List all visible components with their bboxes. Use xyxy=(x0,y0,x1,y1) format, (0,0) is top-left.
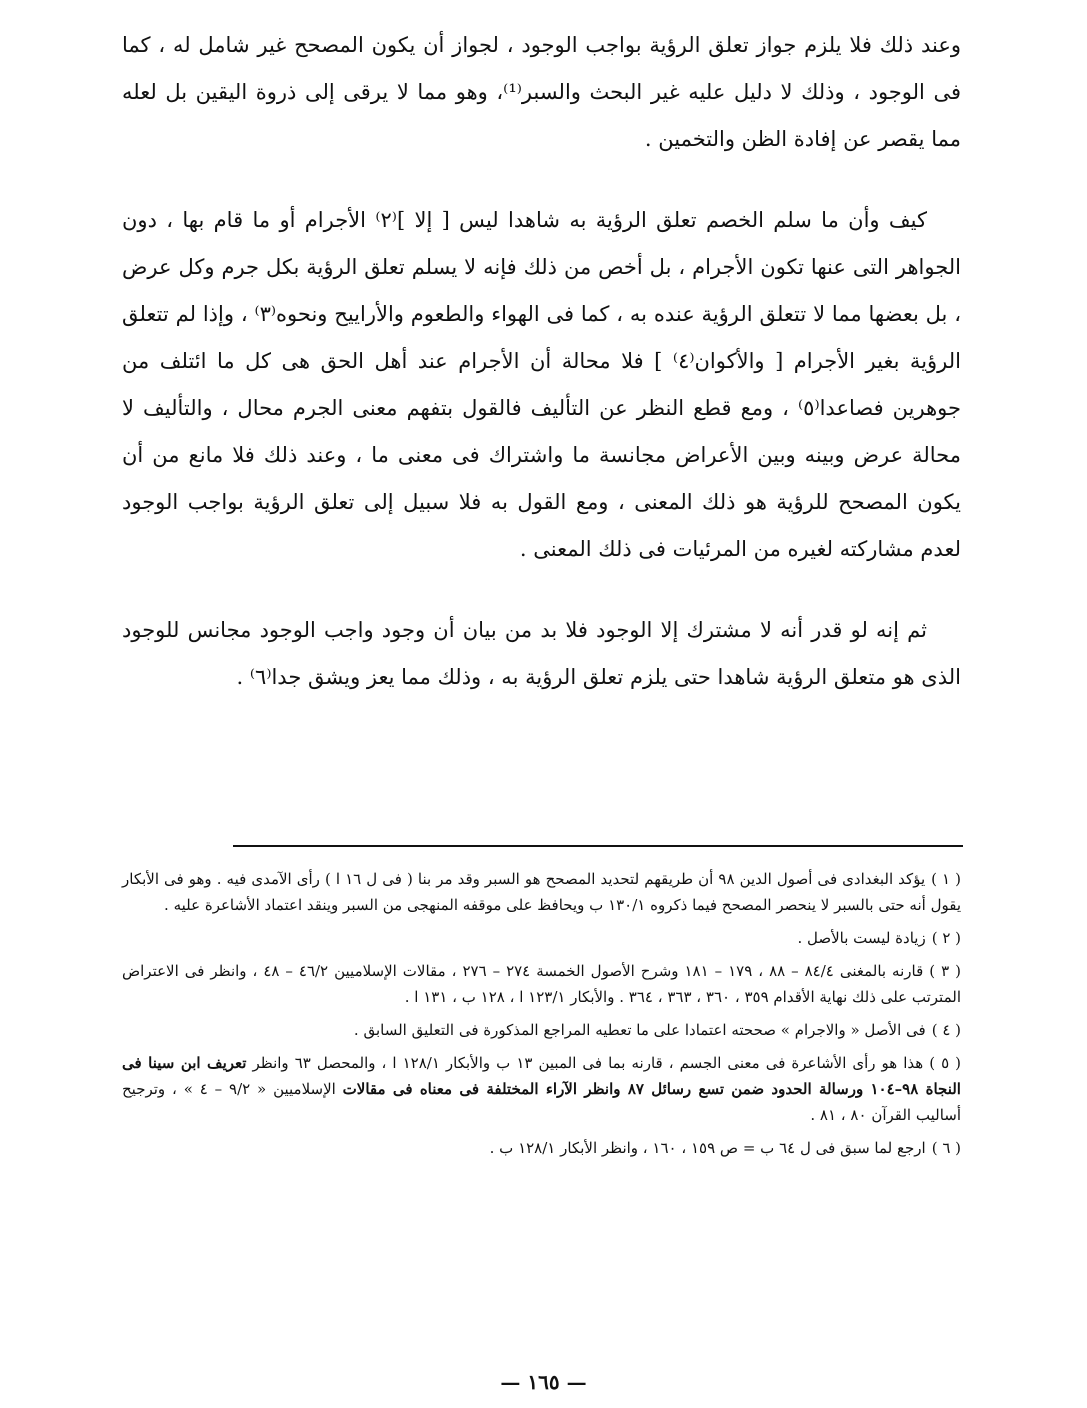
footnote-text: قارنه بالمغنى ٨٤/٤ – ٨٨ ، ١٧٩ – ١٨١ وشرح الأصول الخمسة ٢٧٤ – ٢٧٦ ، مقالات الإسلاميين ٤٦/٢ – ٤٨ ، وانظر فى الاعتراض المترتب على ذلك نهاية الأقدام ٣٥٩ ، ٣٦٠ ، ٣٦٣ ، ٣٦٤ . والأبكار ١٢٣/١ ا ، ١٢٨ ب ، ١٣١ ا . xyxy=(122,962,961,1006)
footnote-number: ( ٥ ) xyxy=(929,1054,961,1072)
footnote-text: هذا هو رأى الأشاعرة فى معنى الجسم ، قارنه بما فى المبين ١٣ ب والأبكار ١٢٨/١ ا ، والمحصل ٦٣ وانظر xyxy=(252,1054,924,1072)
footnote-number: ( ٢ ) xyxy=(931,929,961,947)
footnote-text: ارجع لما سبق فى ل ٦٤ ب = ص ١٥٩ ، ١٦٠ ، وانظر الأبكار ١٢٨/١ ب . xyxy=(489,1139,926,1157)
footnote xyxy=(122,1135,961,1161)
footnote-number: ( ٦ ) xyxy=(931,1139,961,1157)
paragraph xyxy=(122,607,961,701)
footnote-text-bold: تعريف ابن سينا فى النجاة ٩٨–١٠٤ ورسالة الحدود ضمن تسع رسائل ٨٧ وانظر الآراء المختلفة فى معناه فى مقالات xyxy=(122,1054,961,1098)
footnote-separator xyxy=(233,845,963,847)
paragraph: وعند ذلك فلا يلزم جواز تعلق الرؤية بواجب الوجود ، لجواز أن يكون المصحح غير شامل له ، كما فى الوجود ، وذلك لا دليل عليه غير البحث والسبر⁽¹⁾، وهو مما لا يرقى إلى ذروة اليقين بل لعله مما يقصر عن إفادة الظن والتخمين . xyxy=(122,33,961,151)
footnote-number: ( ٤ ) xyxy=(931,1021,961,1039)
footnote-text: فى الأصل « والاجرام » صححته اعتمادا على ما تعطيه المراجع المذكورة فى التعليق السابق . xyxy=(353,1021,926,1039)
footnote-number: ( ٣ ) xyxy=(929,962,961,980)
footnote xyxy=(122,958,961,1010)
footnote-text: زيادة ليست بالأصل . xyxy=(797,929,926,947)
footnote xyxy=(122,925,961,951)
main-text xyxy=(122,22,961,701)
paragraph xyxy=(122,197,961,573)
footnotes xyxy=(122,866,961,1168)
footnote-text: يؤكد البغدادى فى أصول الدين ٩٨ أن طريقهم لتحديد المصحح هو السبر وقد مر بنا ( فى ل ١٦ ا ) رأى الآمدى فيه . وهو فى الأبكار يقول أنه حتى بالسبر لا ينحصر المصحح فيما ذكروه ١٣٠/١ ب ويحافظ على موقفه المنهجى من السبر وينقد اعتماد الأشاعرة عليه . xyxy=(122,870,961,914)
footnote-number: ( ١ ) xyxy=(931,870,962,888)
footnote-text: الإسلاميين « ٩/٢ – ٤ » ، وترجيح أساليب القرآن ٨٠ ، ٨١ . xyxy=(122,1080,961,1124)
paragraph-text: كيف وأن ما سلم الخصم تعلق الرؤية به شاهدا ليس [ إلا ]⁽٢⁾ الأجرام أو ما قام بها ، دون الجواهر التى عنها تكون الأجرام ، بل أخص من ذلك فإنه لا يسلم تعلق الرؤية بكل جرم وكل عرض ، بل بعضها مما لا تتعلق الرؤية عنده به ، كما فى الهواء والطعوم والأراييح ونحوه⁽٣⁾ ، وإذا لم تتعلق الرؤية بغير الأجرام [ والأكوان⁽٤⁾ ] فلا محالة أن الأجرام عند أهل الحق هى كل ما ائتلف من جوهرين فصاعدا⁽٥⁾ ، ومع قطع النظر عن التأليف فالقول بتفهم معنى الجرم محال ، والتأليف لا محالة عرض وبينه وبين الأعراض مجانسة ما واشتراك فى معنى ما ، وعند ذلك فلا مانع من أن يكون المصحح للرؤية هو ذلك المعنى ، ومع القول به فلا سبيل إلى تعلق الرؤية بواجب الوجود لعدم مشاركته لغيره من المرئيات فى ذلك المعنى . xyxy=(122,208,961,561)
footnote xyxy=(122,1050,961,1128)
page-number: — ١٦٥ — xyxy=(500,1370,587,1394)
footnote xyxy=(122,866,961,918)
paragraph-text: ثم إنه لو قدر أنه لا مشترك إلا الوجود فلا بد من بيان أن وجود واجب الوجود مجانس للوجود الذى هو متعلق الرؤية شاهدا حتى يلزم تعلق الرؤية به ، وذلك مما يعز ويشق جدا⁽٦⁾ . xyxy=(122,618,961,689)
footnote xyxy=(122,1017,961,1043)
